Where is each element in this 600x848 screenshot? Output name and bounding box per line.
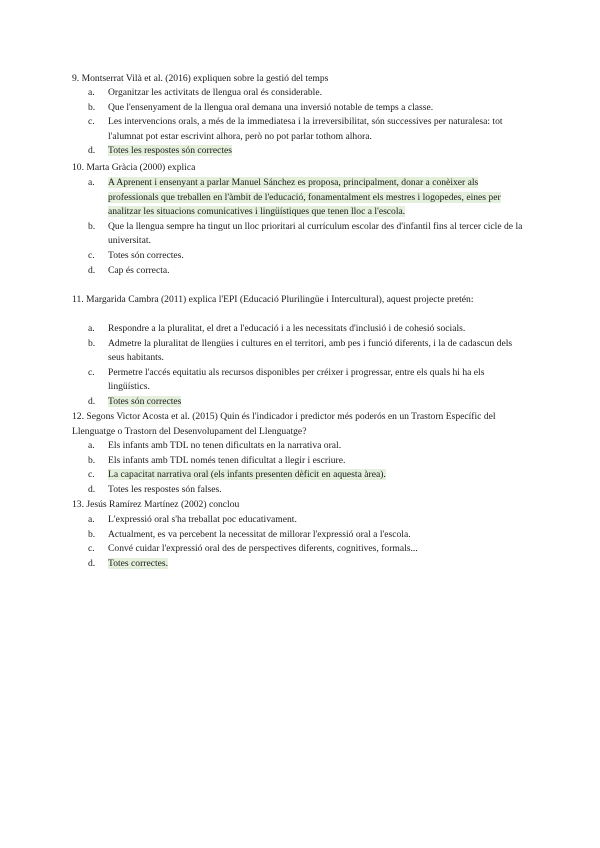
option-text-highlighted: A Aprenent i ensenyant a parlar Manuel Sánchez es proposa, principalment, donar a conèixer als professionals que treballen en l'àmbit de l'educació, fonamentalment els mestres i logopedes, eines per analitzar les situacions comunicatives i lingüístiques que tenen lloc a l'escola. bbox=[108, 177, 501, 218]
option-text: Totes són correctes. bbox=[108, 249, 184, 261]
question-9-option-c bbox=[88, 115, 528, 144]
question-12-options bbox=[88, 439, 528, 497]
option-letter: c. bbox=[88, 543, 95, 555]
question-10-option-d bbox=[88, 264, 528, 279]
question-10-stem: 10. Marta Gràcia (2000) explica bbox=[72, 162, 196, 173]
question-12-option-a bbox=[88, 439, 528, 454]
question-10-option-b bbox=[88, 220, 528, 249]
option-text: Els infants amb TDL no tenen dificultats en la narrativa oral. bbox=[108, 440, 342, 451]
question-9-option-d bbox=[88, 144, 528, 159]
question-9-option-b bbox=[88, 101, 528, 116]
option-text: Totes les respostes són falses. bbox=[108, 483, 222, 495]
option-letter: c. bbox=[88, 469, 95, 481]
option-text: Que la llengua sempre ha tingut un lloc prioritari al currículum escolar des d'infantil fins al tercer cicle de la universitat. bbox=[108, 220, 523, 247]
question-12-option-c bbox=[88, 468, 528, 483]
option-text-highlighted: Totes correctes. bbox=[108, 557, 169, 569]
option-letter: b. bbox=[88, 454, 96, 466]
question-10-option-c bbox=[88, 249, 528, 264]
option-text: L'expressió oral s'ha treballat poc educativament. bbox=[108, 514, 297, 525]
option-letter: d. bbox=[88, 145, 96, 157]
option-text: Convé cuidar l'expressió oral des de perspectives diferents, cognitives, formals... bbox=[108, 543, 418, 555]
option-text: Cap és correcta. bbox=[108, 264, 170, 276]
option-letter: d. bbox=[88, 483, 96, 495]
option-text-highlighted: La capacitat narrativa oral (els infants presenten dèficit en aquesta àrea). bbox=[108, 469, 386, 481]
option-text: Els infants amb TDL només tenen dificultat a llegir i escriure. bbox=[108, 454, 346, 466]
question-13-option-c bbox=[88, 542, 528, 557]
option-text: Actualment, es va percebent la necessitat de millorar l'expressió oral a l'escola. bbox=[108, 528, 411, 540]
question-11-option-c bbox=[88, 366, 528, 395]
question-11-options bbox=[88, 322, 528, 410]
option-letter: a. bbox=[88, 87, 95, 98]
option-letter: b. bbox=[88, 528, 96, 540]
option-text: Respondre a la pluralitat, el dret a l'educació i a les necessitats d'inclusió i de cohesió socials. bbox=[108, 323, 466, 334]
question-11-stem: 11. Margarida Cambra (2011) explica l'EPI (Educació Plurilingüe i Intercultural), aquest projecte pretén: bbox=[72, 294, 474, 305]
question-11-option-b bbox=[88, 337, 528, 366]
option-letter: a. bbox=[88, 514, 95, 525]
option-letter: a. bbox=[88, 440, 95, 451]
question-9-stem: 9. Montserrat Vilà et al. (2016) expliquen sobre la gestió del temps bbox=[72, 73, 329, 84]
question-13-option-a bbox=[88, 513, 528, 528]
question-10-option-a bbox=[88, 176, 528, 220]
option-letter: b. bbox=[88, 220, 96, 232]
option-letter: d. bbox=[88, 557, 96, 569]
question-12-option-b bbox=[88, 454, 528, 469]
option-letter: d. bbox=[88, 395, 96, 407]
question-13-options bbox=[88, 513, 528, 571]
question-13-stem: 13. Jesús Ramírez Martínez (2002) conclou bbox=[72, 499, 240, 510]
option-text: Admetre la pluralitat de llengües i cultures en el territori, amb pes i funció diferents, i la de cadascun dels seus habitants. bbox=[108, 337, 513, 364]
option-letter: b. bbox=[88, 337, 96, 349]
question-12-option-d bbox=[88, 483, 528, 498]
option-letter: b. bbox=[88, 101, 96, 113]
option-letter: c. bbox=[88, 116, 95, 128]
question-13-option-d bbox=[88, 557, 528, 572]
question-10-options bbox=[88, 176, 528, 278]
question-9-option-a bbox=[88, 86, 528, 101]
option-text-highlighted: Totes les respostes són correctes bbox=[108, 145, 233, 157]
option-text: Permetre l'accés equitatiu als recursos disponibles per créixer i progressar, entre els quals hi ha els lingüístics. bbox=[108, 366, 485, 393]
question-11-option-d bbox=[88, 395, 528, 410]
option-text: Que l'ensenyament de la llengua oral demana una inversió notable de temps a classe. bbox=[108, 101, 434, 113]
option-text: Les intervencions orals, a més de la immediatesa i la irreversibilitat, són successives per naturalesa: tot l'alumnat pot estar escrivint alhora, però no pot parlar tothom alhora. bbox=[108, 116, 503, 142]
question-11-option-a bbox=[88, 322, 528, 337]
option-letter: d. bbox=[88, 264, 96, 276]
option-letter: c. bbox=[88, 366, 95, 378]
question-9-options bbox=[88, 86, 528, 159]
question-13-option-b bbox=[88, 528, 528, 543]
option-text-highlighted: Totes són correctes bbox=[108, 395, 182, 407]
option-text: Organitzar les activitats de llengua oral és considerable. bbox=[108, 87, 322, 98]
option-letter: a. bbox=[88, 177, 95, 188]
option-letter: a. bbox=[88, 323, 95, 334]
question-12-stem: 12. Segons Victor Acosta et al. (2015) Quin és l'indicador i predictor més poderós en un Trastorn Específic del Llenguatge o Trastorn del Desenvolupament del Llenguatge? bbox=[72, 411, 496, 437]
option-letter: c. bbox=[88, 249, 95, 261]
